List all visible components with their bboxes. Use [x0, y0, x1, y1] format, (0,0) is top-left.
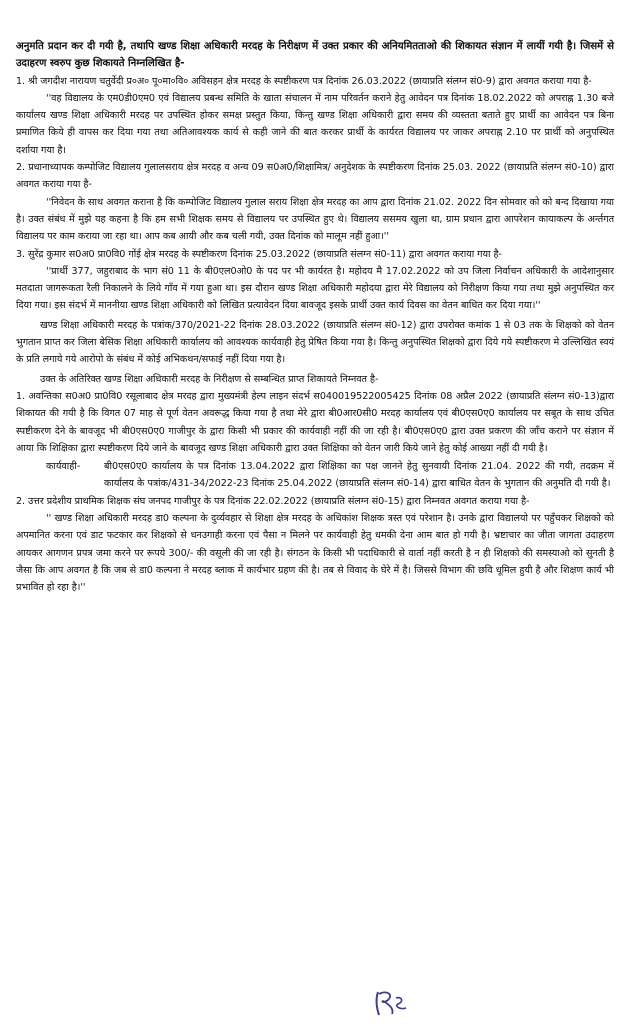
quote-1: ''वह विद्यालय के एम0डी0एम0 एवं विद्यालय प्रबन्ध समिति के खाता संचालन में नाम परिवर्तन कराने हेतु आवेदन पत्र दिनांक 18.02.2022 को अपराह्न 1.30 बजे कार्यालय खण्ड शिक्षा अधिकारी मरदह पर उपस्थित होकर समक्ष प्रस्तुत किया, किन्तु खण्ड शिक्षा अधिकारी द्वारा समय की व्यस्तता बताते हुए प्रार्थी का आवेदन पत्र बिना प्रमाणित किये ही वापस कर दिया गया तथा अतिआवश्यक कार्य से कही जाने की बात करकर प्रार्थी के कार्यरत विद्यालय पर जाकर अपराह्न 2.10 पर प्रार्थी को अनुपस्थित दर्शाया गया है। [16, 92, 614, 156]
additional-complaints-heading: उक्त के अतिरिक्त खण्ड शिक्षा अधिकारी मरदह के निरीक्षण से सम्बन्धित प्राप्त शिकायते निम्नवत है- [40, 373, 379, 385]
quote-5: '' खण्ड शिक्षा अधिकारी मरदह डा0 कल्पना के दुर्व्यवहार से शिक्षा क्षेत्र मरदह के अधिकांश शिक्षक त्रस्त एवं परेशान है। उनके द्वारा विद्यालयो पर पहुँचकर शिक्षको को अपमानित करना एवं डाट फटकार कर शिक्षको से धनउगाही करना एवं पैसा न मिलने पर कार्यवाही हेतु धमकी देना आम बात हो गयी है। भ्रष्टाचार का जीता जागता उदाहरण आयकर आगणन प्रपत्र जमा करने पर रूपये 300/- की वसूली की जा रही है। संगठन के किसी भी पदाधिकारी से वार्ता नहीं करती है न ही शिक्षको की समस्याओ को सुनती है जैसा कि आप अवगत है कि जब से डा0 कल्पना ने मरदह ब्लाक में कार्यभार ग्रहण की है। तब से विवाद के घेरे में है। जिससे विभाग की छवि धूमिल हुयी है और शिक्षण कार्य भी प्रभावित हो रहा है।'' [16, 513, 614, 594]
complaint-item-1: 1. श्री जगदीश नारायण चतुर्वेदी प्र०अ० पू०मा०वि० अविसहन क्षेत्र मरदह के स्पष्टीकरण पत्र दिनांक 26.03.2022 (छायाप्रति संलग्न सं0-9) द्वारा अवगत कराया गया है- [16, 75, 592, 87]
complaint-item-2: 2. प्रधानाध्यापक कम्पोजिट विद्यालय गुलालसराय क्षेत्र मरदह व अन्य 09 स0अ0/शिक्षामित्र/ अनुदेशक के स्पष्टीकरण दिनांक 25.03. 2022 (छायाप्रति संलग्न सं0-10) द्वारा अवगत कराया गया है- [16, 162, 614, 191]
document-page [16, 38, 614, 597]
quote-2: ''निवेदन के साथ अवगत कराना है कि कम्पोजिट विद्यालय गुलाल सराय शिक्षा क्षेत्र मरदह का आप द्वारा दिनांक 21.02. 2022 दिन सोमवार को को बन्द दिखाया गया है। उक्त संबंध में मुझे यह कहना है कि हम सभी शिक्षक समय से विद्यालय पर उपस्थित हुए थे। विद्यालय ससमय खुला था, ग्राम प्रधान द्वारा आपरेशन कायाकल्प के अर्न्तगत विद्यालय पर काम कराया जा रहा था। आप कब आयी और कब चली गयी, उक्त दिनांक को मालूम नहीं हुआ।'' [16, 196, 614, 243]
complaint-item-3: 3. सुरेंद्र कुमार स0अ0 प्रा0वि0 गोंई क्षेत्र मरदह के स्पष्टीकरण दिनांक 25.03.2022 (छायाप्रति संलग्न सं0-11) द्वारा अवगत कराया गया है- [16, 248, 502, 260]
additional-complaint-1: 1. अवन्तिका स0अ0 प्रा0वि0 रसूलाबाद क्षेत्र मरदह द्वारा मुख्यमंत्री हेल्प लाइन संदर्भ स040019522005425 दिनांक 08 अप्रैल 2022 (छायाप्रति संलग्न सं0-13)द्वारा शिकायत की गयी है कि विगत 07 माह से पूर्ण वेतन अवरूद्ध किया गया है तथा मेरे द्वारा बी0आर0सी0 मरदह कार्यालय एवं बी0एस0ए0 कार्यालय पर सबूत के साथ उचित स्पष्टीकरण देने के बावजूद भी बी0एस0ए0 गाजीपुर के द्वारा किसी भी प्रकार की कार्यवाही नहीं की जा रही है। बी0एस0ए0 द्वारा उक्त प्रकरण की जाँच कराने पर संज्ञान में आया कि शिक्षिका द्वारा स्पष्टीकरण दिये जाने के बावजूद खण्ड शिक्षा अधिकारी द्वारा उक्त शिक्षिका को वेतन जारी किये जाने हेतु कोई आख्या नहीं दी गयी है। [16, 390, 614, 454]
action-text: बी0एस0ए0 कार्यालय के पत्र दिनांक 13.04.2022 द्वारा शिक्षिका का पक्ष जानने हेतु सुनवायी दिनांक 21.04. 2022 की गयी, तदक्रम में कार्यालय के पत्रांक/431-34/2022-23 दिनांक 25.04.2022 (छायाप्रति संलग्न सं0-14) द्वारा बाधित वेतन के भुगतान की अनुमति दी गयी है। [104, 461, 614, 490]
additional-complaint-2: 2. उत्तर प्रदेशीय प्राथमिक शिक्षक संघ जनपद गाजीपुर के पत्र दिनांक 22.02.2022 (छायाप्रति संलग्न सं0-15) द्वारा निम्नवत अवगत कराया गया है- [16, 495, 530, 507]
quote-3: ''प्रार्थी 377, जहुराबाद के भाग सं0 11 के बी0एल0ओ0 के पद पर भी कार्यरत है। महोदय मै 17.02.2022 को उप जिला निर्वाचन अधिकारी के आदेशानुसार मतदाता जागरूकता रैली निकालने के लिये गाँव में गया हुआ था। इस दौरान खण्ड शिक्षा अधिकारी महोदया द्वारा मेरे विद्यालय को निरीक्षण किया गया तथा मुझे अनुपस्थित कर दिया गया। इस संदर्भ में माननीया खण्ड शिक्षा अधिकारी को लिखित प्रत्यावेदन दिया बावजूद इसके प्रार्थी उक्त कार्य दिवस का वेतन बाधित कर दिया गया।'' [16, 265, 614, 312]
intro-paragraph: अनुमति प्रदान कर दी गयी है, तथापि खण्ड शिक्षा अधिकारी मरदह के निरीक्षण में उक्त प्रकार की अनियमितताओ की शिकायत संज्ञान में लायीं गयी है। जिसमें से उदाहरण स्वरुप कुछ शिकायते निम्नलिखित है- [16, 41, 614, 70]
action-label: कार्यवाही- [46, 461, 81, 473]
handwritten-signature [370, 988, 416, 1018]
beo-letter-paragraph: खण्ड शिक्षा अधिकारी मरदह के पत्रांक/370/2021-22 दिनांक 28.03.2022 (छायाप्रति संलग्न सं0-12) द्वारा उपरोक्त कमांक 1 से 03 तक के शिक्षको को वेतन भुगतान प्राप्त कर जिला बेसिक शिक्षा अधिकारी कार्यालय को आवश्यक कार्यवाही हेतु प्रेषित किया गया है। किन्तु अनुपस्थित शिक्षको द्वारा दिये गये स्पष्टीकरण मे उल्लिखित स्वयं के प्रति लगाये गये आरोपो के संबंध में कोई अभिकथन/सफाई नहीं दिया गया है। [16, 319, 614, 366]
action-block [16, 458, 614, 493]
